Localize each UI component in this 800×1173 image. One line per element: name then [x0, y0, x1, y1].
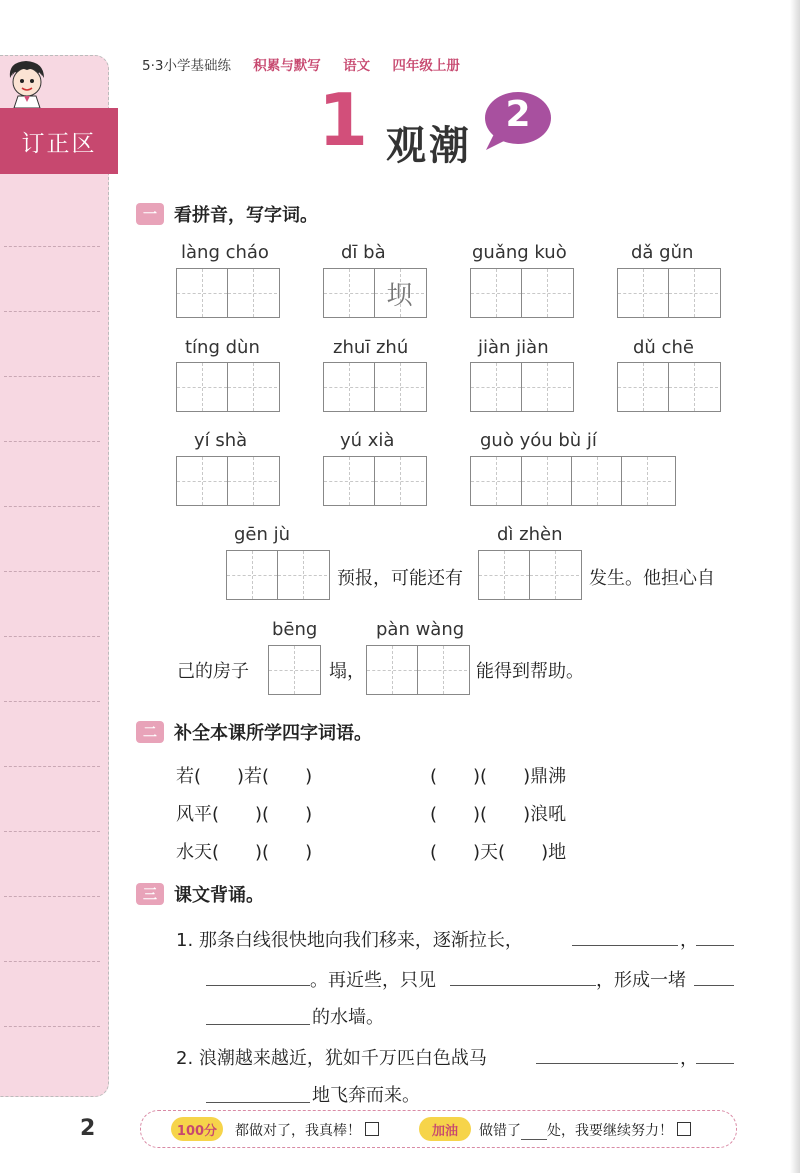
answer-line[interactable]	[206, 965, 310, 986]
pinyin-label: guǎng kuò	[472, 242, 567, 263]
sidebar-rule	[4, 896, 100, 897]
sidebar-rule	[4, 246, 100, 247]
writing-grid[interactable]	[176, 268, 280, 318]
writing-grid[interactable]	[470, 362, 574, 412]
section-1-title: 看拼音，写字词。	[174, 205, 318, 226]
writing-grid[interactable]	[323, 456, 427, 506]
pinyin-label: guò yóu bù jí	[480, 430, 597, 451]
answer-line[interactable]	[696, 1043, 734, 1064]
sidebar-rule	[4, 831, 100, 832]
recitation-comma: ，	[680, 930, 698, 951]
checkbox-all-correct[interactable]	[365, 1122, 379, 1136]
lesson-number: 1	[318, 78, 369, 162]
answer-line[interactable]	[572, 925, 678, 946]
sentence-text: 发生。他担心自	[589, 568, 715, 589]
checkbox-mistakes[interactable]	[677, 1122, 691, 1136]
pinyin-label: dì zhèn	[497, 524, 563, 545]
section-3-title: 课文背诵。	[174, 885, 264, 906]
writing-grid[interactable]	[617, 362, 721, 412]
writing-grid[interactable]	[470, 268, 574, 318]
part-bubble	[480, 90, 552, 152]
answer-line[interactable]	[206, 1082, 310, 1103]
writing-grid[interactable]	[226, 550, 330, 600]
page-number: 2	[80, 1116, 96, 1141]
idiom-blank[interactable]: 水天( )( )	[176, 842, 313, 863]
section-2-title: 补全本课所学四字词语。	[174, 723, 372, 744]
part-number: 2	[505, 94, 531, 135]
sidebar-label: 订正区	[0, 108, 118, 174]
boy-mascot-icon	[4, 58, 50, 108]
pinyin-label: pàn wàng	[376, 619, 465, 640]
given-character: 坝	[386, 280, 413, 311]
sidebar-rule	[4, 441, 100, 442]
writing-grid[interactable]	[176, 362, 280, 412]
sentence-text: 己的房子	[177, 661, 249, 682]
mistake-count-line[interactable]	[521, 1125, 547, 1140]
pinyin-label: gēn jù	[234, 524, 291, 545]
writing-grid[interactable]	[478, 550, 582, 600]
section-3-icon: 三	[136, 883, 164, 905]
writing-grid[interactable]	[323, 268, 427, 318]
idiom-blank[interactable]: 风平( )( )	[176, 804, 313, 825]
answer-line[interactable]	[536, 1043, 678, 1064]
recitation-comma: ，	[680, 1048, 698, 1069]
pinyin-label: yú xià	[340, 430, 395, 451]
idiom-blank[interactable]: 若( )若( )	[176, 766, 313, 787]
recitation-text: ，形成一堵	[596, 970, 686, 991]
sentence-text: 预报，可能还有	[337, 568, 463, 589]
sidebar-rule	[4, 311, 100, 312]
idiom-blank[interactable]: ( )( )鼎沸	[430, 766, 567, 787]
answer-line[interactable]	[696, 925, 734, 946]
sidebar-rule	[4, 766, 100, 767]
writing-grid[interactable]	[366, 645, 470, 695]
idiom-blank[interactable]: ( )天( )地	[430, 842, 567, 863]
book-header	[142, 54, 460, 74]
pinyin-label: làng cháo	[181, 242, 269, 263]
answer-line[interactable]	[206, 1004, 310, 1025]
subject-name: 语文	[343, 58, 371, 74]
keep-going-badge: 加油	[419, 1117, 471, 1141]
full-score-badge: 100分	[171, 1117, 223, 1141]
writing-grid[interactable]	[268, 645, 321, 695]
pinyin-label: dī bà	[341, 242, 386, 263]
recitation-text: 。再近些，只见	[310, 970, 436, 991]
writing-grid[interactable]	[176, 456, 280, 506]
category-name: 积累与默写	[253, 58, 321, 74]
sidebar-rule	[4, 961, 100, 962]
pinyin-label: dǎ gǔn	[631, 242, 694, 263]
sidebar-rule	[4, 376, 100, 377]
answer-line[interactable]	[694, 965, 734, 986]
sidebar-rule	[4, 701, 100, 702]
grade-name: 四年级上册	[392, 58, 460, 74]
section-1-icon: 一	[136, 203, 164, 225]
sidebar-rule	[4, 571, 100, 572]
sidebar-rule	[4, 506, 100, 507]
pinyin-label: zhuī zhú	[333, 337, 409, 358]
writing-grid[interactable]	[617, 268, 721, 318]
recitation-text: 地飞奔而来。	[312, 1085, 420, 1106]
pinyin-label: jiàn jiàn	[478, 337, 549, 358]
section-2-icon: 二	[136, 721, 164, 743]
pinyin-label: bēng	[272, 619, 318, 640]
writing-grid[interactable]	[470, 456, 676, 506]
answer-line[interactable]	[450, 965, 596, 986]
lesson-title: 观潮	[386, 123, 472, 169]
self-check-bar	[140, 1110, 737, 1148]
sidebar-rule	[4, 636, 100, 637]
sidebar-rule	[4, 1026, 100, 1027]
recitation-text: 的水墙。	[312, 1007, 384, 1028]
pinyin-label: dǔ chē	[633, 337, 694, 358]
idiom-blank[interactable]: ( )( )浪吼	[430, 804, 567, 825]
writing-grid[interactable]	[323, 362, 427, 412]
series-name: 5·3小学基础练	[142, 58, 231, 74]
sentence-text: 塌，	[329, 661, 365, 682]
page-edge-shadow	[790, 0, 800, 1173]
correction-area	[0, 55, 109, 1097]
recitation-text: 1. 那条白线很快地向我们移来，逐渐拉长，	[176, 930, 523, 951]
pinyin-label: tíng dùn	[185, 337, 260, 358]
pinyin-label: yí shà	[194, 430, 248, 451]
recitation-text: 2. 浪潮越来越近，犹如千万匹白色战马	[176, 1048, 487, 1069]
self-check-text: 做错了 处，我要继续努力！	[479, 1120, 691, 1140]
self-check-text: 都做对了，我真棒！	[235, 1120, 379, 1140]
sentence-text: 能得到帮助。	[476, 661, 584, 682]
